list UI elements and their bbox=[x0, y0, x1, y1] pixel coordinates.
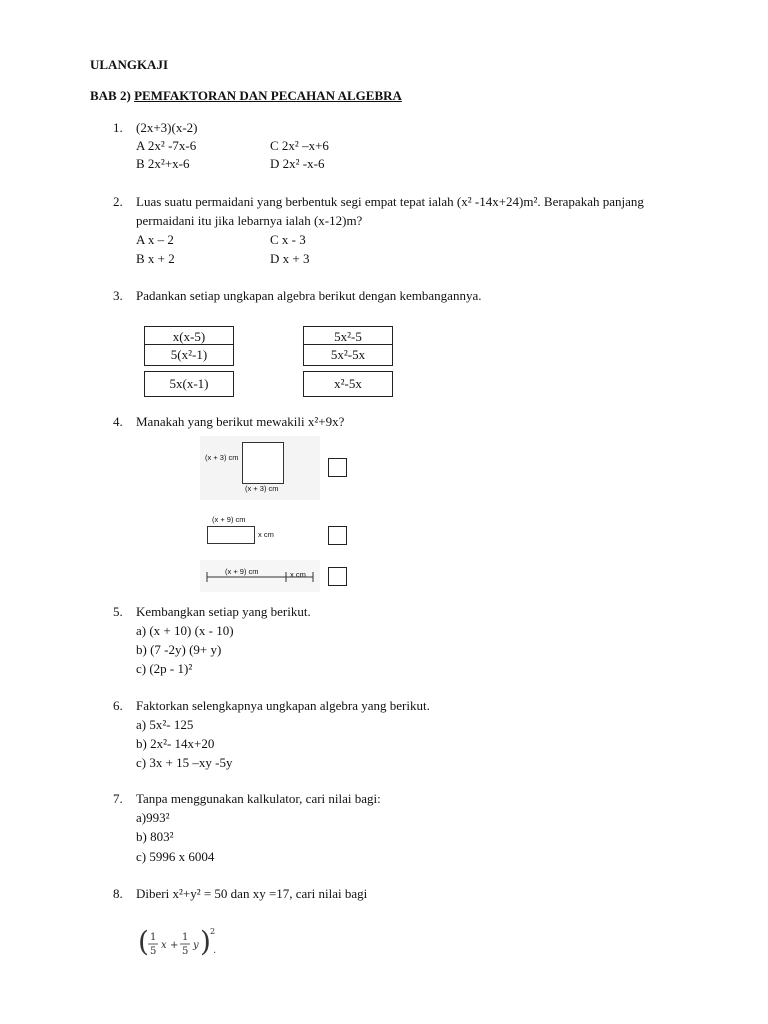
rectangle-shape bbox=[207, 526, 255, 544]
rectangle-figure bbox=[200, 510, 320, 550]
match-left-box-2 bbox=[144, 344, 234, 366]
svg-text:2: 2 bbox=[210, 927, 216, 936]
q1-expression: (2x+3)(x-2) bbox=[136, 120, 198, 135]
q6-part-b: b) 2x²- 14x+20 bbox=[136, 736, 215, 751]
q5-text: Kembangkan setiap yang berikut. bbox=[136, 604, 311, 619]
q2-number: 2. bbox=[113, 194, 123, 209]
svg-text:(: ( bbox=[138, 925, 149, 958]
q1-option-d: D 2x² -x-6 bbox=[270, 156, 325, 171]
q8-text: Diberi x²+y² = 50 dan xy =17, cari nilai bagi bbox=[136, 886, 368, 901]
q6-part-a: a) 5x²- 125 bbox=[136, 717, 194, 732]
line-segment-figure bbox=[200, 560, 320, 592]
segment-left-label: (x + 9) cm bbox=[225, 567, 259, 576]
q6-number: 6. bbox=[113, 698, 123, 713]
svg-text:5: 5 bbox=[182, 946, 189, 957]
svg-text:5: 5 bbox=[150, 946, 157, 957]
q1-option-a: A 2x² -7x-6 bbox=[136, 138, 197, 153]
q5-part-c: c) (2p - 1)² bbox=[136, 661, 193, 676]
match-right-box-2 bbox=[303, 344, 393, 366]
svg-text:1: 1 bbox=[182, 932, 189, 943]
q4-option-2-checkbox[interactable] bbox=[328, 526, 347, 545]
q5-number: 5. bbox=[113, 604, 123, 619]
q6-part-c: c) 3x + 15 –xy -5y bbox=[136, 755, 233, 770]
match-right-label-1: 5x²-5 bbox=[334, 329, 362, 344]
svg-text:1: 1 bbox=[150, 932, 157, 943]
q4-text: Manakah yang berikut mewakili x²+9x? bbox=[136, 414, 345, 429]
q7-part-b: b) 803² bbox=[136, 829, 174, 844]
q4-option-3-checkbox[interactable] bbox=[328, 567, 347, 586]
q2-option-b: B x + 2 bbox=[136, 251, 175, 266]
svg-text:y: y bbox=[193, 940, 199, 951]
chapter-title bbox=[90, 87, 402, 104]
q1-number: 1. bbox=[113, 120, 123, 135]
q7-number: 7. bbox=[113, 791, 123, 806]
rectangle-top-label: (x + 9) cm bbox=[212, 515, 246, 524]
match-left-box-3 bbox=[144, 371, 234, 397]
q5-part-b: b) (7 -2y) (9+ y) bbox=[136, 642, 222, 657]
svg-text:x: x bbox=[161, 940, 167, 951]
q2-option-d: D x + 3 bbox=[270, 251, 310, 266]
q3-number: 3. bbox=[113, 288, 123, 303]
match-left-label-3: 5x(x-1) bbox=[169, 376, 209, 391]
q1-option-c: C 2x² –x+6 bbox=[270, 138, 329, 153]
q2-text-line1: Luas suatu permaidani yang berbentuk segi empat tepat ialah (x² -14x+24)m². Berapakah panjang bbox=[136, 194, 644, 209]
q6-text: Faktorkan selengkapnya ungkapan algebra yang berikut. bbox=[136, 698, 430, 713]
q7-part-c: c) 5996 x 6004 bbox=[136, 849, 215, 864]
page-heading: ULANGKAJI bbox=[90, 57, 169, 72]
q7-part-a: a)993² bbox=[136, 810, 170, 825]
match-right-box-3 bbox=[303, 371, 393, 397]
match-left-label-1: x(x-5) bbox=[172, 329, 206, 344]
square-bottom-label: (x + 3) cm bbox=[245, 484, 279, 493]
q2-text-line2: permaidani itu jika lebarnya ialah (x-12)m? bbox=[136, 213, 363, 228]
svg-text:+: + bbox=[170, 940, 179, 951]
square-side-label: (x + 3) cm bbox=[205, 453, 239, 462]
svg-text:): ) bbox=[200, 925, 211, 958]
match-right-label-2: 5x²-5x bbox=[330, 347, 366, 362]
fraction-expression-icon bbox=[138, 922, 228, 964]
chapter-name: PEMFAKTORAN DAN PECAHAN ALGEBRA bbox=[134, 88, 402, 103]
q7-text: Tanpa menggunakan kalkulator, cari nilai bagi: bbox=[136, 791, 381, 806]
q4-number: 4. bbox=[113, 414, 123, 429]
segment-line-icon bbox=[200, 560, 320, 592]
q1-option-b: B 2x²+x-6 bbox=[136, 156, 190, 171]
q3-text: Padankan setiap ungkapan algebra berikut dengan kembangannya. bbox=[136, 288, 482, 303]
square-figure bbox=[200, 436, 320, 500]
segment-right-label: x cm bbox=[290, 570, 306, 579]
q4-option-1-checkbox[interactable] bbox=[328, 458, 347, 477]
rectangle-side-label: x cm bbox=[258, 530, 274, 539]
q8-formula bbox=[138, 922, 228, 964]
svg-text:.: . bbox=[213, 945, 217, 956]
match-left-label-2: 5(x²-1) bbox=[170, 347, 208, 362]
chapter-prefix: BAB 2) bbox=[90, 88, 135, 103]
square-shape bbox=[242, 442, 284, 484]
q2-option-a: A x – 2 bbox=[136, 232, 174, 247]
q8-number: 8. bbox=[113, 886, 123, 901]
q2-option-c: C x - 3 bbox=[270, 232, 306, 247]
q5-part-a: a) (x + 10) (x - 10) bbox=[136, 623, 234, 638]
match-right-label-3: x²-5x bbox=[334, 376, 362, 391]
